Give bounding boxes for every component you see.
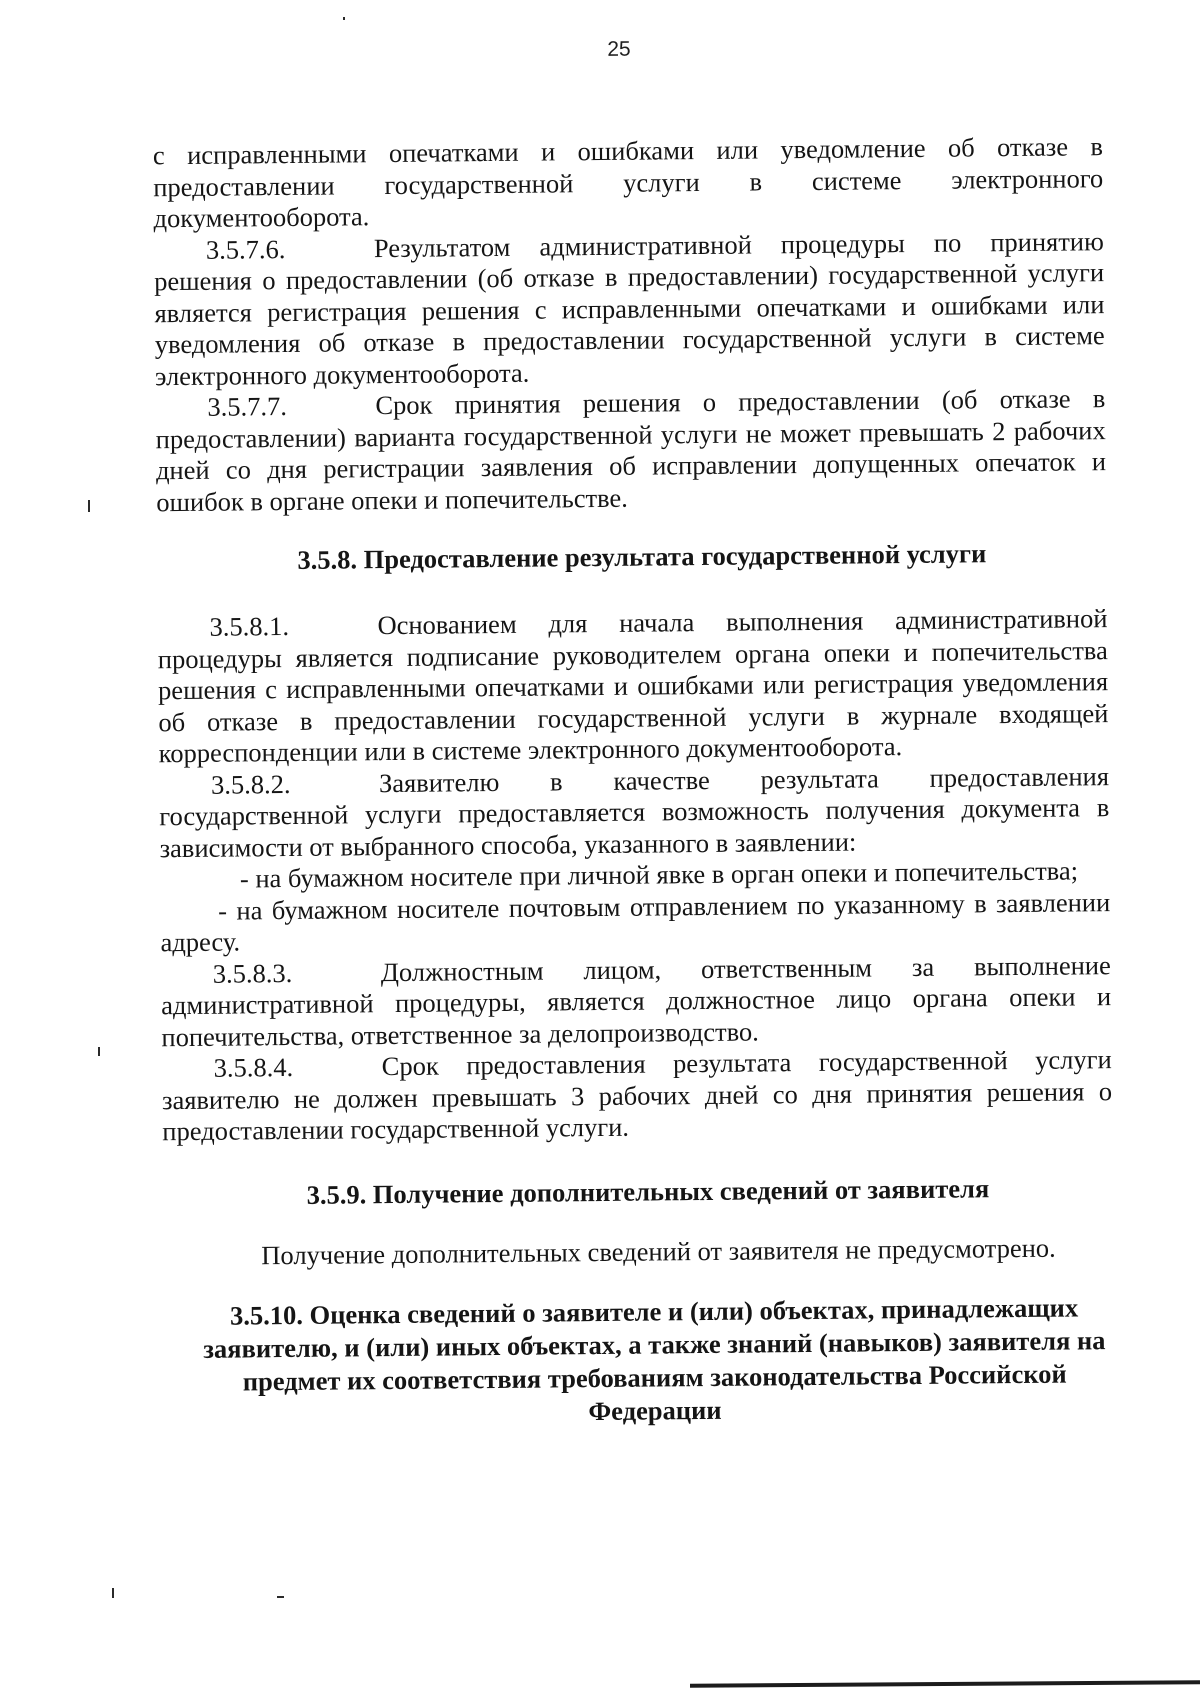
clause-text: Основанием для начала выполнения административной процедуры является подписание руководителем органа опеки и попечительства решения с исправленными опечатками и ошибками или регистрация уведомления об отказе в предоставлении государственной услуги в журнале входящей корреспонденции или в системе электронного документооборота.	[157, 603, 1109, 769]
scan-speck	[277, 1596, 284, 1598]
clause-text: Должностным лицом, ответственным за выполнение административной процедуры, является должностное лицо органа опеки и попечительства, ответственное за делопроизводство.	[160, 949, 1112, 1052]
section-heading-3-5-8: 3.5.8. Предоставление результата государственной услуги	[297, 538, 987, 575]
page-number: 25	[607, 37, 631, 61]
paragraph-no-additional-info: Получение дополнительных сведений от заявителя не предусмотрено.	[261, 1232, 1056, 1270]
clause-text: Срок принятия решения о предоставлении (об отказе в предоставлении) варианта государственной услуги не может превышать 2 рабочих дней со дня регистрации заявления об исправлении допущенных опечаток и ошибок в органе опеки и попечительстве.	[155, 383, 1107, 517]
scan-speck	[88, 500, 90, 512]
list-item: - на бумажном носителе почтовым отправлением по указанному в заявлении адресу.	[160, 886, 1111, 958]
paragraph-3-5-8-3	[161, 950, 1112, 1054]
clause-number: 3.5.8.4.	[213, 1051, 294, 1083]
list-item: - на бумажном носителе при личной явке в орган опеки и попечительства;	[239, 855, 1079, 894]
clause-text: Срок предоставления результата государственной услуги заявителю не должен превышать 3 рабочих дней со дня принятия решения о предоставлении государственной услуги.	[161, 1044, 1113, 1147]
clause-number: 3.5.7.6.	[205, 233, 286, 265]
paragraph-3-5-8-1	[157, 603, 1108, 770]
clause-number: 3.5.8.3.	[212, 957, 293, 989]
scan-speck	[112, 1588, 114, 1598]
document-body	[153, 131, 1115, 1432]
paragraph-3-5-7-6	[154, 226, 1105, 393]
clause-number: 3.5.8.2.	[210, 768, 291, 800]
clause-text: Заявителю в качестве результата предоставления государственной услуги предоставляется возможность получения документа в зависимости от выбранного способа, указанного в заявлении:	[159, 760, 1110, 863]
paragraph-continuation: с исправленными опечатками и ошибками или уведомление об отказе в предоставлении государственной услуги в системе электронного документооборота.	[152, 131, 1104, 234]
clause-number: 3.5.8.1.	[209, 610, 290, 642]
clause-text: Результатом административной процедуры по принятию решения о предоставлении (об отказе в предоставлении) государственной услуги является регистрация решения с исправленными опечатками и ошибками или уведомления об отказе в предоставлении государственной услуги в системе электронного документооборота.	[154, 225, 1105, 391]
section-heading-3-5-10: 3.5.10. Оценка сведений о заявителе и (или) объектах, принадлежащих заявителю, и (или) иных объектах, а также знаний (навыков) заявителя на предмет их соответствия требованиям законодательства Российской Федерации	[203, 1292, 1106, 1427]
paragraph-3-5-8-2	[159, 761, 1110, 865]
section-heading-3-5-9: 3.5.9. Получение дополнительных сведений от заявителя	[306, 1172, 990, 1210]
paragraph-3-5-8-4	[162, 1044, 1113, 1148]
scan-speck	[98, 1047, 100, 1056]
scan-speck	[343, 17, 345, 20]
paragraph-3-5-7-7	[155, 383, 1106, 518]
clause-number: 3.5.7.7.	[207, 390, 288, 422]
